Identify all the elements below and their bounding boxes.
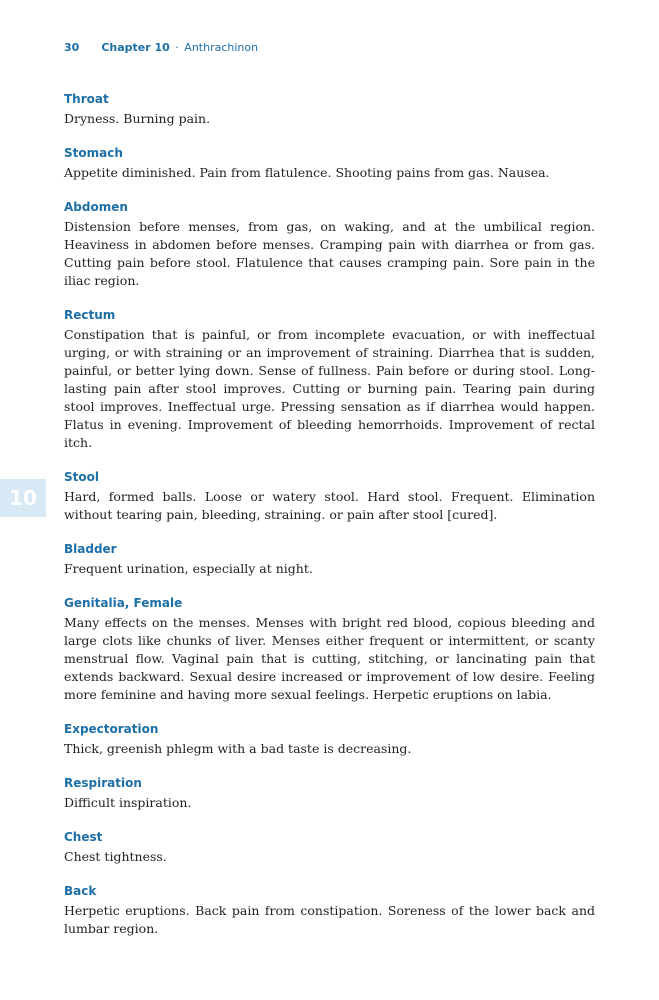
chapter-title: Anthrachinon — [184, 41, 259, 54]
section-heading: Genitalia, Female — [64, 596, 183, 610]
section-text: Frequent urination, especially at night. — [64, 561, 313, 576]
section-text: Constipation that is painful, or from incomplete evacuation, or with ineffectual urging, or with straining or an improvement of straining. Diarrhea that is sudden, painful, or better lying down. Sense of fullness. Pain before or during stool. Long-lasting pain after stool improves. Cutting or burning pain. Tearing pain during stool improves. Ineffectual urge. Pressing sensation as if diarrhea would happen. Flatus in evening. Improvement of bleeding hemorrhoids. Improvement of rectal itch. — [64, 327, 595, 450]
section-bladder — [64, 540, 595, 578]
section-throat — [64, 90, 595, 128]
section-heading: Expectoration — [64, 722, 159, 736]
running-header — [64, 41, 258, 54]
page-number: 30 — [64, 41, 80, 54]
section-text: Hard, formed balls. Loose or watery stool. Hard stool. Frequent. Elimination without tearing pain, bleeding, straining. or pain after stool [cured]. — [64, 489, 595, 522]
section-expectoration — [64, 720, 595, 758]
section-heading: Rectum — [64, 308, 116, 322]
section-heading: Abdomen — [64, 200, 128, 214]
section-text: Herpetic eruptions. Back pain from constipation. Soreness of the lower back and lumbar region. — [64, 903, 595, 936]
page-content — [64, 90, 595, 954]
section-heading: Bladder — [64, 542, 117, 556]
section-heading: Back — [64, 884, 97, 898]
header-separator: · — [175, 41, 179, 54]
section-text: Thick, greenish phlegm with a bad taste is decreasing. — [64, 741, 412, 756]
chapter-thumb-tab — [0, 479, 46, 517]
chapter-label: Chapter 10 — [101, 41, 170, 54]
section-text: Difficult inspiration. — [64, 795, 192, 810]
section-genitalia-female — [64, 594, 595, 704]
section-heading: Throat — [64, 92, 109, 106]
section-rectum — [64, 306, 595, 452]
section-abdomen — [64, 198, 595, 290]
section-heading: Chest — [64, 830, 103, 844]
section-chest — [64, 828, 595, 866]
section-respiration — [64, 774, 595, 812]
section-text: Dryness. Burning pain. — [64, 111, 211, 126]
section-heading: Stool — [64, 470, 99, 484]
section-heading: Stomach — [64, 146, 123, 160]
section-text: Chest tightness. — [64, 849, 167, 864]
section-heading: Respiration — [64, 776, 142, 790]
section-back — [64, 882, 595, 938]
section-stool — [64, 468, 595, 524]
section-stomach — [64, 144, 595, 182]
section-text: Appetite diminished. Pain from flatulence. Shooting pains from gas. Nausea. — [64, 165, 550, 180]
section-text: Many effects on the menses. Menses with bright red blood, copious bleeding and large clots like chunks of liver. Menses either frequent or intermittent, or scanty menstrual flow. Vaginal pain that is cutting, stitching, or lancinating pain that extends backward. Sexual desire increased or improvement of low desire. Feeling more feminine and having more sexual feelings. Herpetic eruptions on labia. — [64, 615, 595, 702]
chapter-tab-number: 10 — [9, 486, 37, 510]
section-text: Distension before menses, from gas, on waking, and at the umbilical region. Heaviness in abdomen before menses. Cramping pain with diarrhea or from gas. Cutting pain before stool. Flatulence that causes cramping pain. Sore pain in the iliac region. — [64, 219, 595, 288]
